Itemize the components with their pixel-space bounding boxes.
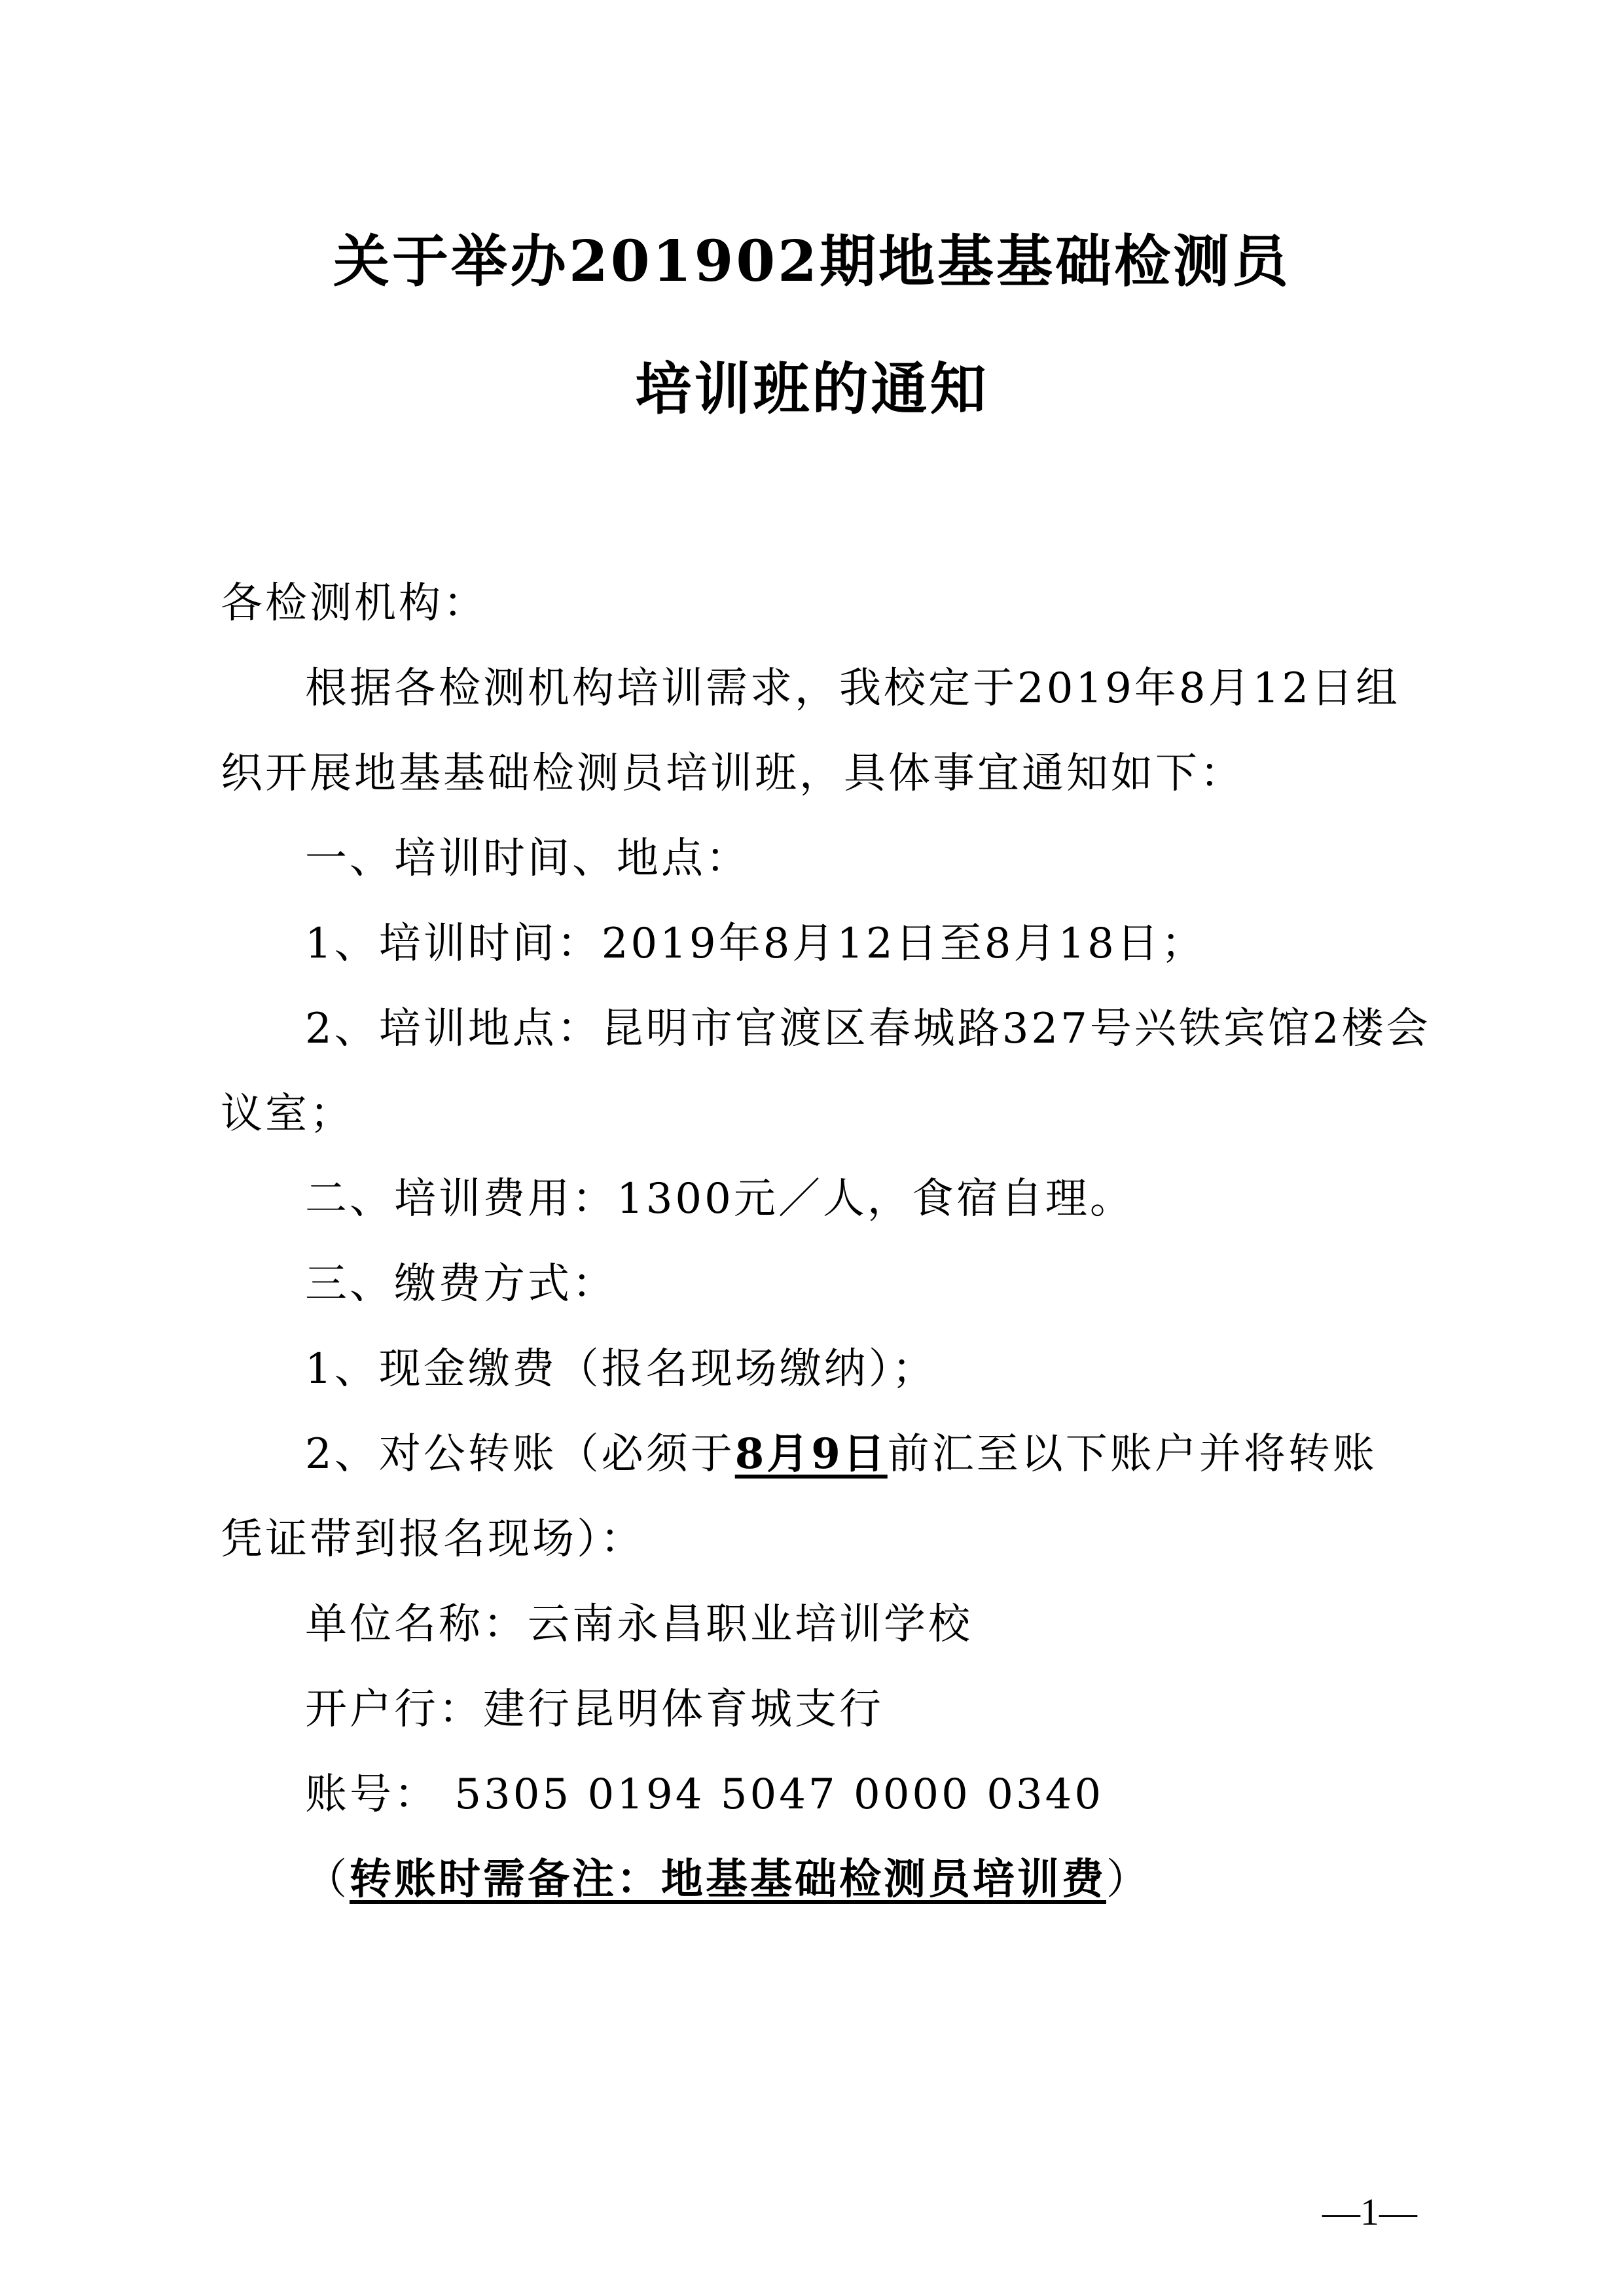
- page-number: —1—: [1322, 2191, 1417, 2233]
- unit-name: 单位名称：云南永昌职业培训学校: [305, 1600, 973, 1649]
- account-number: 账号： 5305 0194 5047 0000 0340: [305, 1770, 1104, 1819]
- payment-item-1: 1、现金缴费（报名现场缴纳）；: [305, 1345, 937, 1393]
- intro-line-1: 根据各检测机构培训需求，我校定于2019年8月12日组: [305, 664, 1401, 713]
- transfer-note-close: ）: [1106, 1856, 1151, 1904]
- title-line-2: 培训班的通知: [635, 356, 989, 422]
- salutation: 各检测机构：: [221, 579, 488, 628]
- payment-item-2-suffix: 前汇至以下账户并将转账: [887, 1430, 1377, 1479]
- training-place-item: 2、培训地点：昆明市官渡区春城路327号兴铁宾馆2楼会: [305, 1005, 1431, 1053]
- section-3-heading: 三、缴费方式：: [305, 1260, 617, 1308]
- section-1-heading: 一、培训时间、地点：: [305, 834, 750, 883]
- bank-name: 开户行：建行昆明体育城支行: [305, 1685, 884, 1734]
- title-line-1: 关于举办201902期地基基础检测员: [333, 228, 1291, 295]
- training-time-item: 1、培训时间：2019年8月12日至8月18日；: [305, 920, 1206, 968]
- transfer-note-text: 转账时需备注：地基基础检测员培训费: [350, 1855, 1106, 1904]
- payment-item-2: [305, 1427, 1377, 1482]
- intro-line-2: 织开展地基基础检测员培训班，具体事宜通知如下：: [221, 749, 1244, 798]
- section-2-fee: 二、培训费用：1300元／人，食宿自理。: [305, 1175, 1134, 1223]
- payment-item-2-prefix: 2、对公转账（必须于: [305, 1430, 735, 1479]
- transfer-note-open: （: [305, 1856, 350, 1904]
- payment-deadline: 8月9日: [734, 1429, 888, 1479]
- training-place-continuation: 议室；: [221, 1090, 354, 1138]
- transfer-note: [305, 1852, 1151, 1907]
- payment-item-2-continuation: 凭证带到报名现场）：: [221, 1515, 645, 1564]
